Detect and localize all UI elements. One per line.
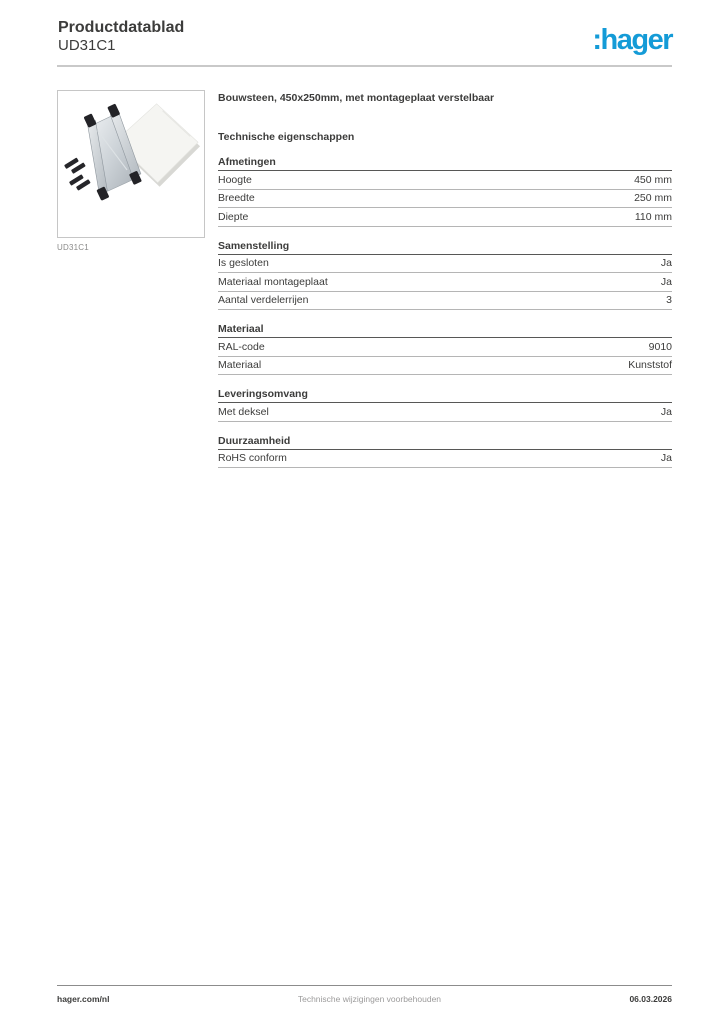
footer <box>57 994 672 1004</box>
website-link[interactable]: hager.com/nl <box>57 994 110 1004</box>
product-code: UD31C1 <box>58 37 116 55</box>
spec-row <box>218 190 672 209</box>
footer-disclaimer: Technische wijzigingen voorbehouden <box>297 994 442 1004</box>
spec-section-title: Samenstelling <box>218 240 672 255</box>
spec-label: Met deksel <box>218 405 269 418</box>
spec-row <box>218 450 672 469</box>
fixing-clips <box>64 157 91 190</box>
spec-value: Ja <box>660 257 672 270</box>
spec-row <box>218 208 672 227</box>
product-image <box>57 90 205 238</box>
tech-properties-heading: Technische eigenschappen <box>218 131 355 144</box>
spec-value: 450 mm <box>634 173 672 186</box>
spec-row <box>218 273 672 292</box>
product-image-caption: UD31C1 <box>57 243 89 252</box>
spec-section <box>218 323 672 375</box>
footer-date: 06.03.2026 <box>629 994 672 1004</box>
spec-section <box>218 240 672 311</box>
spec-value: 110 mm <box>634 210 672 223</box>
spec-value: 9010 <box>648 340 672 353</box>
spec-section-title: Leveringsomvang <box>218 388 672 403</box>
product-image-block <box>57 90 205 252</box>
spec-label: Hoogte <box>218 173 252 186</box>
spec-sections <box>218 156 672 468</box>
spec-row <box>218 357 672 376</box>
spec-row <box>218 171 672 190</box>
spec-section <box>218 156 672 227</box>
spec-value: Ja <box>660 275 672 288</box>
mounting-plate <box>84 103 142 200</box>
spec-value: Kunststof <box>628 359 672 372</box>
product-photo-illustration <box>58 91 204 237</box>
spec-value: Ja <box>660 452 672 465</box>
spec-label: Materiaal montageplaat <box>218 275 328 288</box>
hager-logo: :hager <box>592 24 672 56</box>
spec-label: RoHS conform <box>218 452 287 465</box>
spec-row <box>218 292 672 311</box>
spec-section <box>218 435 672 469</box>
spec-section-title: Afmetingen <box>218 156 672 171</box>
spec-section-title: Materiaal <box>218 323 672 338</box>
product-title: Bouwsteen, 450x250mm, met montageplaat verstelbaar <box>218 92 495 104</box>
spec-value: Ja <box>660 405 672 418</box>
header-divider <box>57 65 672 67</box>
document-title: Productdatablad <box>58 19 185 36</box>
spec-label: Is gesloten <box>218 257 269 270</box>
spec-section-title: Duurzaamheid <box>218 435 672 450</box>
spec-label: RAL-code <box>218 340 265 353</box>
spec-label: Diepte <box>218 210 249 223</box>
footer-divider <box>57 985 672 986</box>
header <box>58 18 672 55</box>
spec-label: Breedte <box>218 192 255 205</box>
spec-value: 250 mm <box>634 192 672 205</box>
spec-section <box>218 388 672 422</box>
spec-row <box>218 338 672 357</box>
spec-label: Materiaal <box>218 359 262 372</box>
header-titles <box>58 18 184 55</box>
spec-label: Aantal verdelerrijen <box>218 294 309 307</box>
spec-value: 3 <box>666 294 672 307</box>
spec-row <box>218 403 672 422</box>
spec-row <box>218 255 672 274</box>
spec-content <box>218 92 672 468</box>
